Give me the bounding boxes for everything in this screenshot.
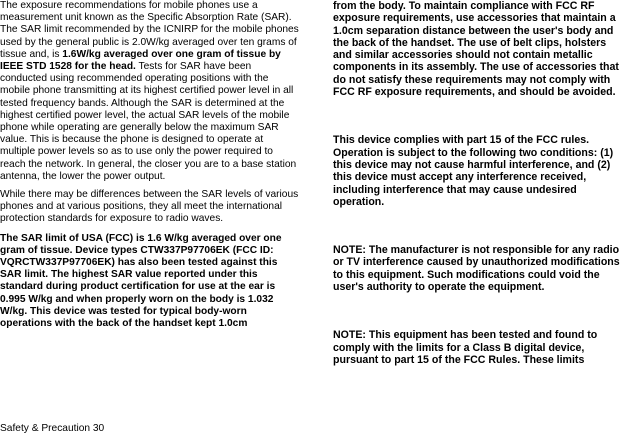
right-column — [333, 0, 622, 366]
fcc-part15-paragraph: This device complies with part 15 of the FCC rules. Operation is subject to the following two conditions: (1) this device may not cause harmful interference, and (2) this device must accept any interference received, including interference that may cause undesired operation. — [333, 134, 614, 208]
sar-intro-paragraph — [0, 0, 300, 183]
manufacturer-note-paragraph: NOTE: The manufacturer is not responsible for any radio or TV interference caused by unauthorized modifications to this equipment. Such modifications could void the user's authority to operate the equipment. — [333, 244, 620, 294]
fcc-sar-limit-paragraph: The SAR limit of USA (FCC) is 1.6 W/kg averaged over one gram of tissue. Device types CTW337P97706EK (FCC ID: VQRCTW337P97706EK) has also been tested against this SAR limit. The highest SAR value reported under this standard during product certification for use at the ear is 0.995 W/kg and when properly worn on the body is 1.032 W/kg. This device was tested for typical body-worn operations with the back of the handset kept 1.0cm — [0, 232, 282, 330]
sar-testing-text: Tests for SAR have been conducted using recommended operating positions with the mobile phone transmitting at its highest certified power level in all tested frequency bands. Although the SAR is determined at the highest certified power level, the actual SAR levels of the mobile phone while operating are generally below the maximum SAR value. This is because the phone is designed to operate at multiple power levels so as to use only the power required to reach the network. In general, the closer you are to a base station antenna, the lower the power output. — [0, 61, 297, 182]
sar-intro-text: The exposure recommendations for mobile phones use a measurement unit known as the Specific Absorption Rate (SAR). The SAR limit recommended by the ICNIRP for the mobile phones used by the general public is 2.0W/kg averaged over ten grams of tissue and, is — [0, 0, 299, 60]
body-worn-compliance-paragraph: from the body. To maintain compliance with FCC RF exposure requirements, use accessories that maintain a 1.0cm separation distance between the user's body and the back of the handset. The use of belt clips, holsters and similar accessories should not contain metallic components in its assembly. The use of accessories that do not satisfy these requirements may not comply with FCC RF exposure requirements, and should be avoided. — [333, 0, 619, 99]
class-b-note-paragraph: NOTE: This equipment has been tested and found to comply with the limits for a Class B digital device, pursuant to part 15 of the FCC Rules. These limits — [333, 329, 598, 366]
sar-head-limit-text: 1.6W/kg averaged over one gram of tissue by IEEE STD 1528 for the head. — [0, 48, 281, 73]
page-footer: Safety & Precaution 30 — [0, 423, 105, 434]
left-column — [0, 0, 300, 330]
sar-differences-paragraph: While there may be differences between the SAR levels of various phones and at various positions, they all meet the international protection standards for exposure to radio waves. — [0, 189, 299, 225]
